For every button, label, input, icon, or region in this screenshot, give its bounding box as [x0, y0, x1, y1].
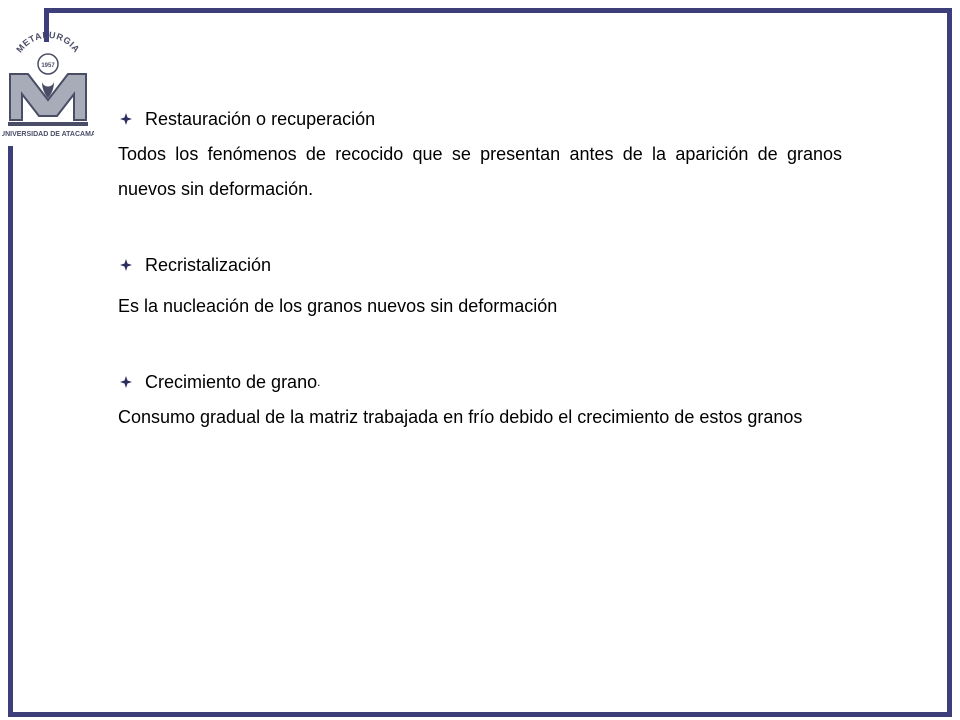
section-body: Consumo gradual de la matriz trabajada en frío debido el crecimiento de estos granos [118, 407, 803, 427]
section-body: Es la nucleación de los granos nuevos sin deformación [118, 296, 558, 316]
section-heading [118, 107, 842, 131]
section-heading-text: Restauración o recuperación [145, 109, 376, 129]
section-heading-text: Recristalización [145, 255, 272, 275]
frame-left-bottom-border [8, 146, 13, 717]
frame-top-border [44, 8, 952, 13]
svg-text:1957: 1957 [41, 63, 55, 69]
svg-text:UNIVERSIDAD DE ATACAMA: UNIVERSIDAD DE ATACAMA [2, 131, 94, 138]
diamond-bullet-icon [120, 113, 132, 125]
logo-emblem-icon [2, 30, 94, 140]
section-crecimiento [118, 370, 842, 435]
section-heading-suffix: . [317, 375, 321, 389]
university-logo [2, 30, 94, 140]
slide-content [118, 100, 842, 435]
section-heading-text: Crecimiento de grano [145, 372, 318, 392]
section-restauracion [118, 107, 842, 207]
section-recristalizacion [118, 253, 842, 324]
section-heading [118, 370, 842, 394]
svg-text:METALURGIA: METALURGIA [14, 30, 82, 55]
frame-bottom-border [8, 712, 952, 717]
section-heading [118, 253, 842, 277]
section-body: Todos los fenómenos de recocido que se presentan antes de la aparición de granos nuevos sin deformación. [118, 144, 842, 199]
diamond-bullet-icon [120, 376, 132, 388]
diamond-bullet-icon [120, 259, 132, 271]
frame-right-border [947, 8, 952, 717]
